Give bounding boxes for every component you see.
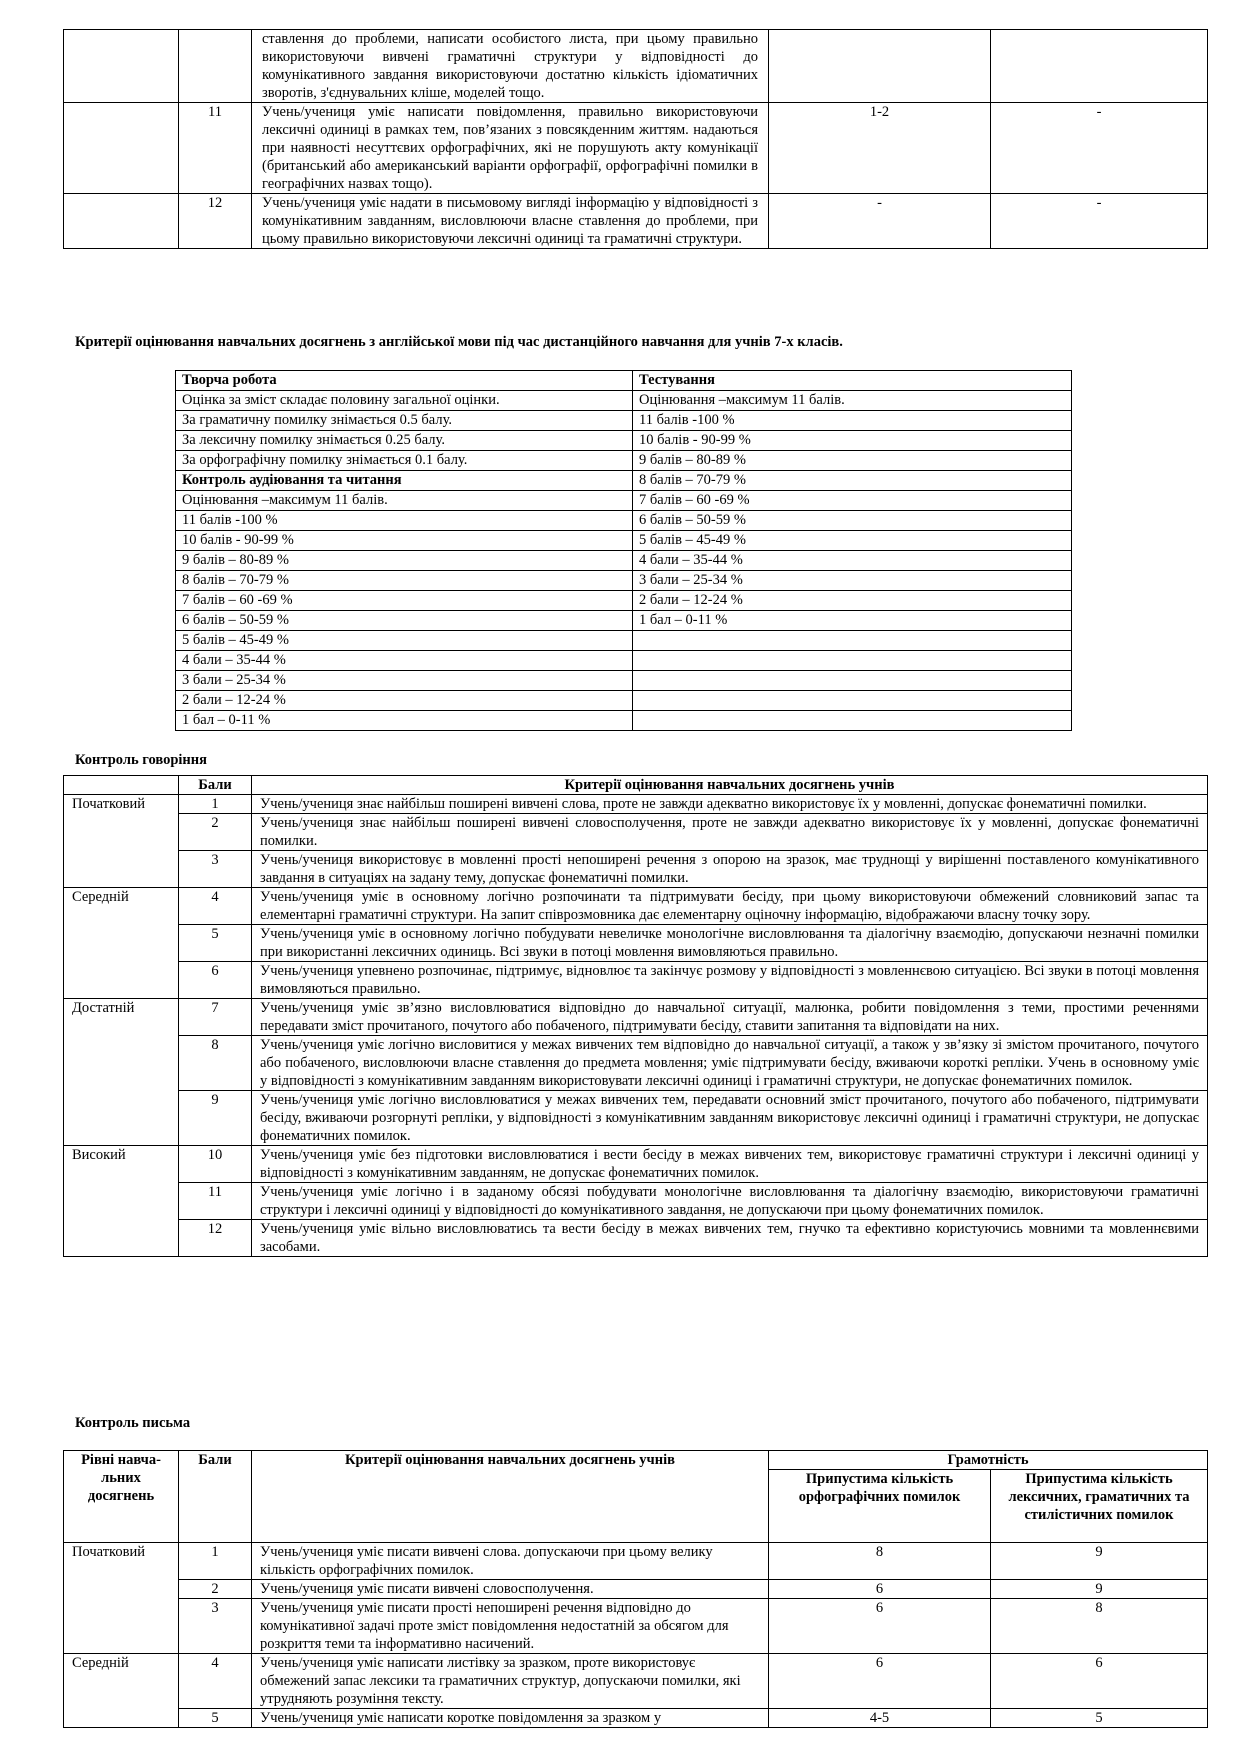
table-row [176,531,1072,551]
table-row [64,1091,1208,1146]
testing-cell: 7 балів – 60 -69 % [633,491,1072,511]
table-row [64,795,1208,814]
table-row [64,814,1208,851]
criteria-cell: Учень/учениця уміє вільно висловлюватись та вести бесіду в межах вивчених тем, гнучко та ефективно користуючись мовними та мовленнєвими засобами. [252,1220,1208,1257]
level-cell [64,103,179,194]
table-row [64,30,1208,103]
table-header-row [64,1451,1208,1470]
table-row [176,631,1072,651]
score-cell: 4 [179,1654,252,1709]
testing-cell: 9 балів – 80-89 % [633,451,1072,471]
score-cell: 12 [179,194,252,249]
table-row [176,691,1072,711]
level-cell: Достатній [64,999,179,1146]
creative-work-cell: 11 балів -100 % [176,511,633,531]
criteria-cell: Учень/учениця уміє логічно висловлюватися у межах вивчених тем, передавати основний зміст прочитаного, почутого або побаченого, підтримувати бесіду, вживаючи розгорнуті репліки, у відповідності з комунікативним завданням використовує лексичні одиниці і граматичні структури, не допускає фонематичних помилок. [252,1091,1208,1146]
table-row [176,391,1072,411]
level-cell [64,30,179,103]
score-cell: 9 [179,1091,252,1146]
table-row [64,925,1208,962]
level-cell: Високий [64,1146,179,1257]
creative-work-cell: За лексичну помилку знімається 0.25 балу. [176,431,633,451]
testing-cell: 6 балів – 50-59 % [633,511,1072,531]
table-row [64,1709,1208,1728]
score-cell: 10 [179,1146,252,1183]
score-cell: 3 [179,851,252,888]
testing-cell: 10 балів - 90-99 % [633,431,1072,451]
score-header: Бали [179,1451,252,1543]
criteria-cell: Учень/учениця уміє надати в письмовому вигляді інформацію у відповідності з комунікативним завданням, висловлюючи власне ставлення до проблеми, при цьому правильно використовуючи лексичні одиниці та граматичні структури. [252,194,769,249]
table-row [176,611,1072,631]
lexical-errors-cell: - [991,103,1208,194]
score-cell: 3 [179,1599,252,1654]
creative-work-cell: Оцінювання –максимум 11 балів. [176,491,633,511]
criteria-cell: Учень/учениця уміє логічно і в заданому обсязі побудувати монологічне висловлювання та діалогічну взаємодію, використовуючи граматичні структури і лексичні одиниці у відповідності до комунікативного завдання, не допускаючи при цьому фонематичних помилок. [252,1183,1208,1220]
table-row [64,999,1208,1036]
spelling-errors-cell: 6 [769,1580,991,1599]
lexical-errors-cell [991,30,1208,103]
creative-work-cell: 9 балів – 80-89 % [176,551,633,571]
table-row [176,671,1072,691]
table-row [64,1580,1208,1599]
creative-work-cell: 6 балів – 50-59 % [176,611,633,631]
table-row [176,711,1072,731]
table-row [176,591,1072,611]
table-header-row [64,776,1208,795]
criteria-cell: Учень/учениця уміє писати вивчені слова. допускаючи при цьому велику кількість орфографічних помилок. [252,1543,769,1580]
lexical-errors-cell: 8 [991,1599,1208,1654]
table-row [64,1543,1208,1580]
table-row [176,571,1072,591]
criteria-cell: Учень/учениця уміє в основному логічно побудувати невеличке монологічне висловлювання та діалогічну взаємодію, допускаючи незначні помилки при використанні лексичних одиниць. Всі звуки в потоці мовлення вимовляються правильно. [252,925,1208,962]
score-cell: 8 [179,1036,252,1091]
criteria-header: Критерії оцінювання навчальних досягнень учнів [252,776,1208,795]
lexical-errors-cell: 9 [991,1543,1208,1580]
writing-criteria-table [63,1450,1208,1728]
testing-cell [633,651,1072,671]
lexical-errors-cell: 5 [991,1709,1208,1728]
distance-learning-table [175,370,1072,731]
criteria-cell: Учень/учениця уміє зв’язно висловлюватися відповідно до навчальної ситуації, малюнка, робити повідомлення з теми, простими реченнями передавати зміст прочитаного, почутого або побаченого, підтримувати бесіду, ставити запитання та відповідати на них. [252,999,1208,1036]
criteria-cell: ставлення до проблеми, написати особистого листа, при цьому правильно використовуючи вивчені граматичні структури у відповідності до комунікативного завдання використовуючи достатню кількість ідіоматичних зворотів, з'єднувальних кліше, моделей тощо. [252,30,769,103]
score-header: Бали [179,776,252,795]
creative-work-cell: 5 балів – 45-49 % [176,631,633,651]
criteria-cell: Учень/учениця уміє в основному логічно розпочинати та підтримувати бесіду, при цьому використовуючи обмежений словниковий запас та елементарні граматичні структури. На запит співрозмовника дає елементарну оціночну інформацію, відображаючи власну точку зору. [252,888,1208,925]
table-row [176,551,1072,571]
spelling-errors-cell: 6 [769,1599,991,1654]
creative-work-cell: 8 балів – 70-79 % [176,571,633,591]
score-cell: 5 [179,925,252,962]
testing-cell [633,671,1072,691]
spelling-errors-cell [769,30,991,103]
criteria-cell: Учень/учениця уміє писати вивчені словосполучення. [252,1580,769,1599]
table-row [176,411,1072,431]
level-cell: Середній [64,888,179,999]
testing-cell: Тестування [633,371,1072,391]
score-cell: 7 [179,999,252,1036]
score-cell: 5 [179,1709,252,1728]
creative-work-cell: 2 бали – 12-24 % [176,691,633,711]
table-row [176,451,1072,471]
level-cell [64,194,179,249]
criteria-cell: Учень/учениця використовує в мовленні прості непоширені речення з опорою на зразок, має труднощі у вирішенні поставленого комунікативного завдання в ситуаціях на задану тему, допускає фонематичні помилки. [252,851,1208,888]
literacy-header: Грамотність [769,1451,1208,1470]
score-cell: 2 [179,1580,252,1599]
creative-work-cell: За орфографічну помилку знімається 0.1 балу. [176,451,633,471]
creative-work-cell: За граматичну помилку знімається 0.5 балу. [176,411,633,431]
score-cell: 1 [179,795,252,814]
score-cell: 4 [179,888,252,925]
testing-cell: 2 бали – 12-24 % [633,591,1072,611]
table-row [176,431,1072,451]
levels-header [64,776,179,795]
score-cell: 6 [179,962,252,999]
level-cell: Середній [64,1654,179,1728]
table-row [64,962,1208,999]
testing-cell [633,631,1072,651]
criteria-cell: Учень/учениця уміє написати коротке повідомлення за зразком у [252,1709,769,1728]
testing-cell: 8 балів – 70-79 % [633,471,1072,491]
score-cell: 12 [179,1220,252,1257]
creative-work-cell: 4 бали – 35-44 % [176,651,633,671]
criteria-header: Критерії оцінювання навчальних досягнень учнів [252,1451,769,1543]
writing-heading: Контроль письма [75,1415,191,1431]
lexical-errors-cell: - [991,194,1208,249]
creative-work-cell: 10 балів - 90-99 % [176,531,633,551]
table-row [64,1036,1208,1091]
testing-cell: 1 бал – 0-11 % [633,611,1072,631]
testing-cell: 4 бали – 35-44 % [633,551,1072,571]
table-row [176,471,1072,491]
table-row [176,371,1072,391]
table-row [176,511,1072,531]
creative-work-cell: Оцінка за зміст складає половину загальної оцінки. [176,391,633,411]
creative-work-cell: 3 бали – 25-34 % [176,671,633,691]
table-row [64,1183,1208,1220]
table-row [64,1599,1208,1654]
spelling-errors-cell: 6 [769,1654,991,1709]
criteria-cell: Учень/учениця уміє логічно висловитися у межах вивчених тем відповідно до навчальної ситуації, а також у зв’язку зі змістом прочитаного, почутого або побаченого, висловлюючи власне ставлення до предмета мовлення; уміє підтримувати бесіду, вживаючи короткі репліки. Учень в основному уміє у відповідності з комунікативним завданням використовувати лексичні одиниці і граматичні структури, не допускає фонематичних помилок. [252,1036,1208,1091]
score-cell: 11 [179,1183,252,1220]
level-cell: Початковий [64,1543,179,1654]
spelling-errors-cell: 4-5 [769,1709,991,1728]
table-row [64,1220,1208,1257]
table-row [64,1146,1208,1183]
spelling-errors-cell: - [769,194,991,249]
table-row [64,851,1208,888]
speaking-heading: Контроль говоріння [75,752,207,768]
writing-criteria-continuation-table [63,29,1208,249]
speaking-criteria-table [63,775,1208,1257]
creative-work-cell: Творча робота [176,371,633,391]
table-row [64,888,1208,925]
table-row [176,491,1072,511]
testing-cell [633,691,1072,711]
criteria-cell: Учень/учениця уміє написати листівку за зразком, проте використовує обмежений запас лексики та граматичних структур, допускаючи помилки, які утрудняють розуміння тексту. [252,1654,769,1709]
creative-work-cell: 1 бал – 0-11 % [176,711,633,731]
criteria-cell: Учень/учениця уміє без підготовки висловлюватися і вести бесіду в межах вивчених тем, використовує граматичні структури і лексичні одиниці у відповідності з комунікативним завданням, не допускає фонематичних помилок. [252,1146,1208,1183]
level-cell: Початковий [64,795,179,888]
table-row [64,194,1208,249]
score-cell: 2 [179,814,252,851]
spelling-errors-header: Припустима кількість орфографічних помилок [769,1470,991,1543]
testing-cell: 11 балів -100 % [633,411,1072,431]
testing-cell: 3 бали – 25-34 % [633,571,1072,591]
lexical-errors-header: Припустима кількість лексичних, граматичних та стилістичних помилок [991,1470,1208,1543]
lexical-errors-cell: 9 [991,1580,1208,1599]
criteria-cell: Учень/учениця знає найбільш поширені вивчені слова, проте не завжди адекватно використовує їх у мовленні, допускає фонематичні помилки. [252,795,1208,814]
testing-cell: Оцінювання –максимум 11 балів. [633,391,1072,411]
distance-criteria-heading: Критерії оцінювання навчальних досягнень з англійської мови під час дистанційного навчання для учнів 7-х класів. [75,334,843,350]
levels-header: Рівні навча-льних досягнень [64,1451,179,1543]
score-cell: 1 [179,1543,252,1580]
score-cell [179,30,252,103]
testing-cell [633,711,1072,731]
criteria-cell: Учень/учениця уміє писати прості непоширені речення відповідно до комунікативної задачі проте зміст повідомлення недостатній за обсягом для розкриття теми та інформативно насичений. [252,1599,769,1654]
score-cell: 11 [179,103,252,194]
criteria-cell: Учень/учениця упевнено розпочинає, підтримує, відновлює та закінчує розмову у відповідності з мовленнєвою ситуацією. Всі звуки в потоці мовлення вимовляються правильно. [252,962,1208,999]
table-row [64,1654,1208,1709]
creative-work-cell: 7 балів – 60 -69 % [176,591,633,611]
criteria-cell: Учень/учениця уміє написати повідомлення, правильно використовуючи лексичні одиниці в рамках тем, пов’язаних з повсякденним життям. надаються при наявності несуттєвих орфографічних, які не порушують акту комунікації (британський або американський варіанти орфографії, орфографічні помилки в географічних назвах тощо). [252,103,769,194]
criteria-cell: Учень/учениця знає найбільш поширені вивчені словосполучення, проте не завжди адекватно використовує їх у мовленні, допускає фонематичні помилки. [252,814,1208,851]
spelling-errors-cell: 8 [769,1543,991,1580]
spelling-errors-cell: 1-2 [769,103,991,194]
table-row [64,103,1208,194]
creative-work-cell: Контроль аудіювання та читання [176,471,633,491]
lexical-errors-cell: 6 [991,1654,1208,1709]
table-row [176,651,1072,671]
testing-cell: 5 балів – 45-49 % [633,531,1072,551]
